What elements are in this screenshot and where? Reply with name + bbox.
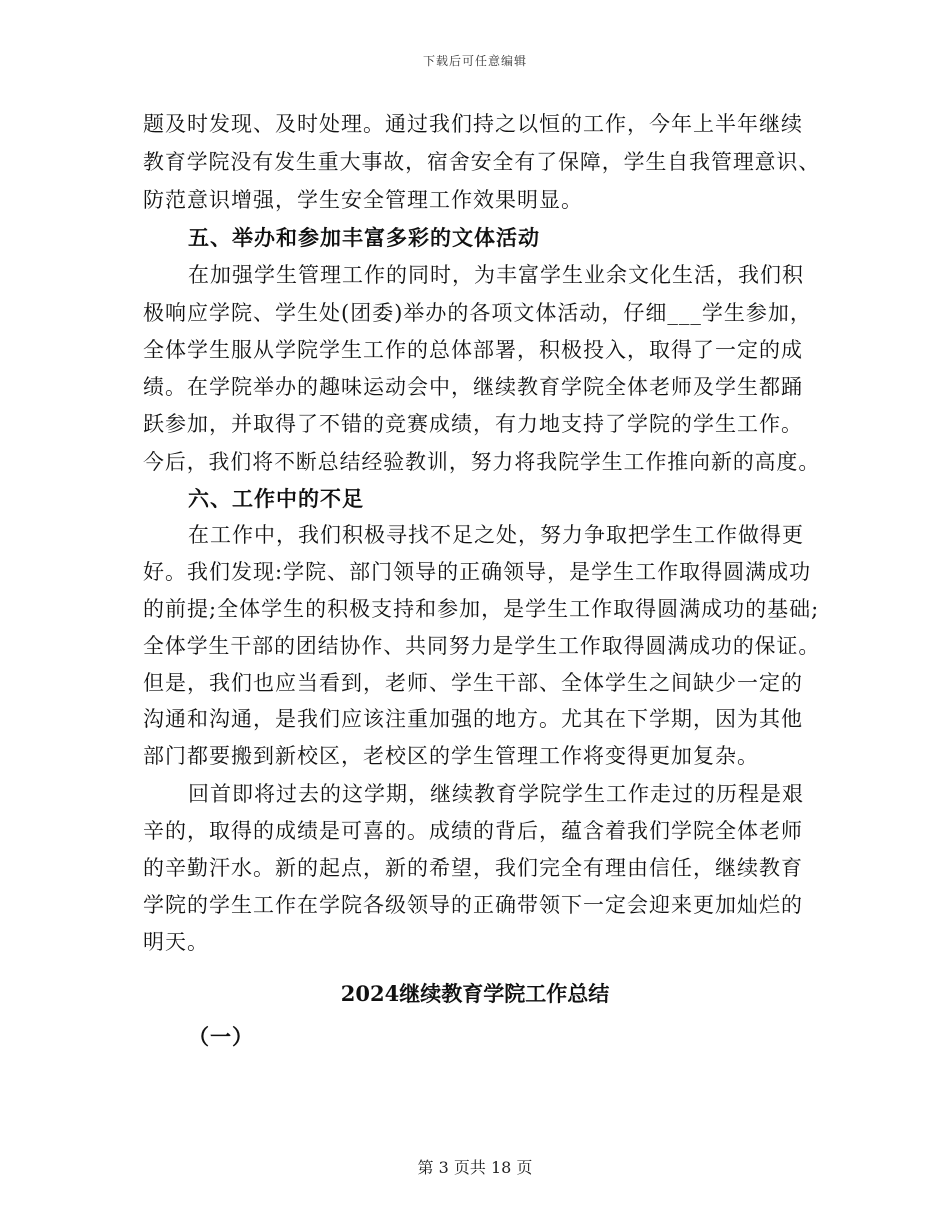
paragraph-line: 的辛勤汗水。新的起点，新的希望，我们完全有理由信任，继续教育 bbox=[143, 856, 803, 880]
document-title: 2024继续教育学院工作总结 bbox=[340, 981, 610, 1006]
paragraph-line: 沟通和沟通，是我们应该注重加强的地方。尤其在下学期，因为其他 bbox=[143, 707, 803, 731]
paragraph-line: 全体学生干部的团结协作、共同努力是学生工作取得圆满成功的保证。 bbox=[143, 634, 821, 658]
paragraph-line: 但是，我们也应当看到，老师、学生干部、全体学生之间缺少一定的 bbox=[143, 671, 803, 695]
paragraph-line: 辛的，取得的成绩是可喜的。成绩的背后，蕴含着我们学院全体老师 bbox=[143, 819, 803, 843]
paragraph-line: 全体学生服从学院学生工作的总体部署，积极投入，取得了一定的成 bbox=[143, 338, 803, 362]
paragraph-line: 在工作中，我们积极寻找不足之处，努力争取把学生工作做得更 bbox=[188, 523, 804, 547]
page-number: 第 3 页共 18 页 bbox=[417, 1158, 533, 1177]
subsection-heading: （一） bbox=[188, 1024, 254, 1049]
section-heading: 五、举办和参加丰富多彩的文体活动 bbox=[188, 225, 540, 250]
paragraph-line: 好。我们发现:学院、部门领导的正确领导，是学生工作取得圆满成功 bbox=[143, 560, 812, 584]
page-header: 下载后可任意编辑 bbox=[422, 54, 527, 68]
paragraph-line: 明天。 bbox=[143, 930, 209, 954]
paragraph-line: 回首即将过去的这学期，继续教育学院学生工作走过的历程是艰 bbox=[188, 782, 804, 806]
paragraph-line: 部门都要搬到新校区，老校区的学生管理工作将变得更加复杂。 bbox=[143, 744, 759, 768]
paragraph-line: 绩。在学院举办的趣味运动会中，继续教育学院全体老师及学生都踊 bbox=[143, 375, 803, 399]
paragraph-line: 跃参加，并取得了不错的竞赛成绩，有力地支持了学院的学生工作。 bbox=[143, 412, 803, 436]
paragraph-line: 防范意识增强，学生安全管理工作效果明显。 bbox=[143, 188, 583, 212]
paragraph-line: 今后，我们将不断总结经验教训，努力将我院学生工作推向新的高度。 bbox=[143, 450, 821, 474]
paragraph-line: 学院的学生工作在学院各级领导的正确带领下一定会迎来更加灿烂的 bbox=[143, 893, 803, 917]
paragraph-line: 极响应学院、学生处(团委)举办的各项文体活动，仔细___学生参加， bbox=[143, 301, 812, 325]
paragraph-line: 的前提;全体学生的积极支持和参加，是学生工作取得圆满成功的基础; bbox=[143, 597, 820, 621]
paragraph-line: 教育学院没有发生重大事故，宿舍安全有了保障，学生自我管理意识、 bbox=[143, 150, 821, 174]
paragraph-line: 题及时发现、及时处理。通过我们持之以恒的工作，今年上半年继续 bbox=[143, 112, 803, 136]
paragraph-line: 在加强学生管理工作的同时，为丰富学生业余文化生活，我们积 bbox=[188, 263, 804, 287]
section-heading: 六、工作中的不足 bbox=[188, 486, 364, 511]
